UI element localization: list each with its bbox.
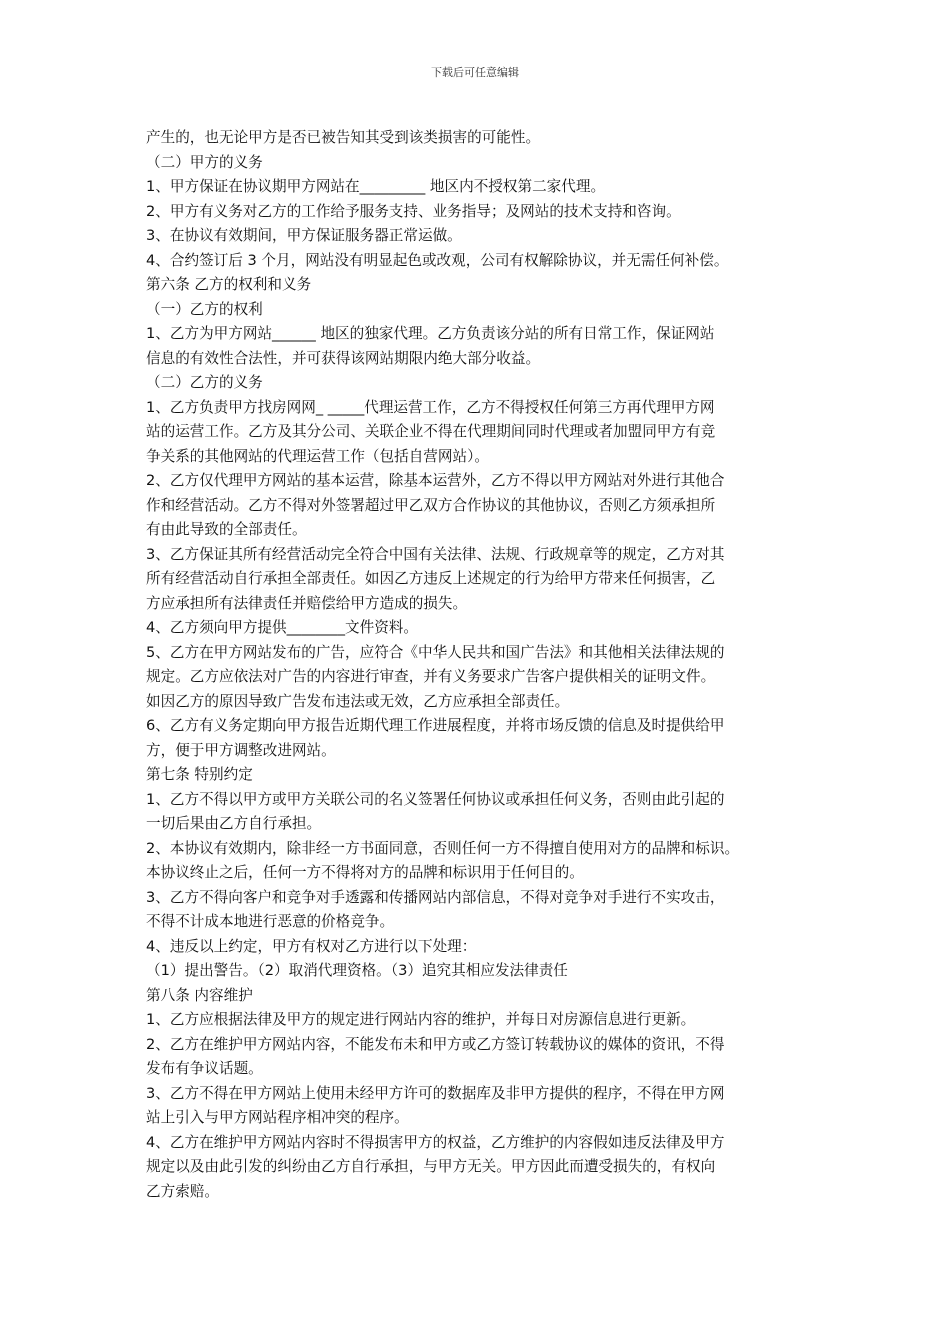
text-line: 4、乙方须向甲方提供________文件资料。 [146,619,418,636]
text-line: 站上引入与甲方网站程序相冲突的程序。 [146,1109,409,1126]
text-line: 乙方索赔。 [146,1182,219,1200]
text-line: 3、乙方保证其所有经营活动完全符合中国有关法律、法规、行政规章等的规定，乙方对其 [146,545,725,563]
text-line: （二）乙方的义务 [146,374,263,391]
text-line: （1）提出警告。（2）取消代理资格。（3）追究其相应发法律责任 [146,962,568,979]
text-line: 1、甲方保证在协议期甲方网站在_________ 地区内不授权第二家代理。 [146,178,606,195]
text-line: 2、乙方在维护甲方网站内容，不能发布未和甲方或乙方签订转载协议的媒体的资讯，不得 [146,1035,725,1053]
text-line: 不得不计成本地进行恶意的价格竞争。 [146,913,395,930]
text-line: 4、合约签订后 3 个月，网站没有明显起色或改观，公司有权解除协议，并无需任何补偿。 [146,251,729,269]
text-line: 6、乙方有义务定期向甲方报告近期代理工作进展程度，并将市场反馈的信息及时提供给甲 [146,717,725,734]
text-line: （一）乙方的权利 [146,300,263,318]
text-line: 第八条 内容维护 [146,986,253,1004]
text-line: 第六条 乙方的权利和义务 [146,276,312,293]
text-line: 4、违反以上约定，甲方有权对乙方进行以下处理： [146,937,477,955]
text-line: 一切后果由乙方自行承担。 [146,815,322,832]
text-line: 1、乙方为甲方网站______ 地区的独家代理。乙方负责该分站的所有日常工作，保证网站 [146,325,715,342]
text-line: 2、乙方仅代理甲方网站的基本运营，除基本运营外，乙方不得以甲方网站对外进行其他合 [146,472,725,489]
text-line: 本协议终止之后，任何一方不得将对方的品牌和标识用于任何目的。 [146,864,584,881]
text-line: 第七条 特别约定 [146,766,253,783]
document-body [146,126,818,1204]
text-line: 如因乙方的原因导致广告发布违法或无效，乙方应承担全部责任。 [146,692,570,710]
text-line: 3、乙方不得向客户和竞争对手透露和传播网站内部信息，不得对竞争对手进行不实攻击， [146,888,725,906]
text-line: 作和经营活动。乙方不得对外签署超过甲乙双方合作协议的其他协议，否则乙方须承担所 [146,496,716,514]
text-line: 发布有争议话题。 [146,1060,263,1077]
text-line: 方应承担所有法律责任并赔偿给甲方造成的损失。 [146,594,468,612]
text-line: 4、乙方在维护甲方网站内容时不得损害甲方的权益，乙方维护的内容假如违反法律及甲方 [146,1133,725,1151]
text-line: （二）甲方的义务 [146,153,263,171]
page-header: 下载后可任意编辑 [431,66,519,79]
text-line: 有由此导致的全部责任。 [146,521,307,538]
text-line: 规定。乙方应依法对广告的内容进行审查，并有义务要求广告客户提供相关的证明文件。 [146,668,716,685]
text-line: 产生的，也无论甲方是否已被告知其受到该类损害的可能性。 [146,129,541,146]
text-line: 规定以及由此引发的纠纷由乙方自行承担，与甲方无关。甲方因此而遭受损失的，有权向 [146,1158,716,1175]
text-line: 2、甲方有义务对乙方的工作给予服务支持、业务指导；及网站的技术支持和咨询。 [146,202,681,220]
text-line: 站的运营工作。乙方及其分公司、关联企业不得在代理期间同时代理或者加盟同甲方有竞 [146,423,716,440]
text-line: 3、在协议有效期间，甲方保证服务器正常运做。 [146,227,462,244]
text-line: 1、乙方应根据法律及甲方的规定进行网站内容的维护，并每日对房源信息进行更新。 [146,1011,696,1028]
text-line: 所有经营活动自行承担全部责任。如因乙方违反上述规定的行为给甲方带来任何损害，乙 [146,570,716,587]
text-line: 方，便于甲方调整改进网站。 [146,741,336,759]
text-line: 3、乙方不得在甲方网站上使用未经甲方许可的数据库及非甲方提供的程序，不得在甲方网 [146,1084,725,1102]
text-line: 2、本协议有效期内，除非经一方书面同意，否则任何一方不得擅自使用对方的品牌和标识。 [146,839,740,857]
text-line: 5、乙方在甲方网站发布的广告，应符合《中华人民共和国广告法》和其他相关法律法规的 [146,643,725,661]
text-line: 信息的有效性合法性，并可获得该网站期限内绝大部分收益。 [146,349,541,367]
text-line: 1、乙方不得以甲方或甲方关联公司的名义签署任何协议或承担任何义务，否则由此引起的 [146,790,725,808]
text-line: 1、乙方负责甲方找房网网_ _____代理运营工作，乙方不得授权任何第三方再代理甲方网 [146,398,715,416]
text-line: 争关系的其他网站的代理运营工作（包括自营网站）。 [146,447,489,465]
